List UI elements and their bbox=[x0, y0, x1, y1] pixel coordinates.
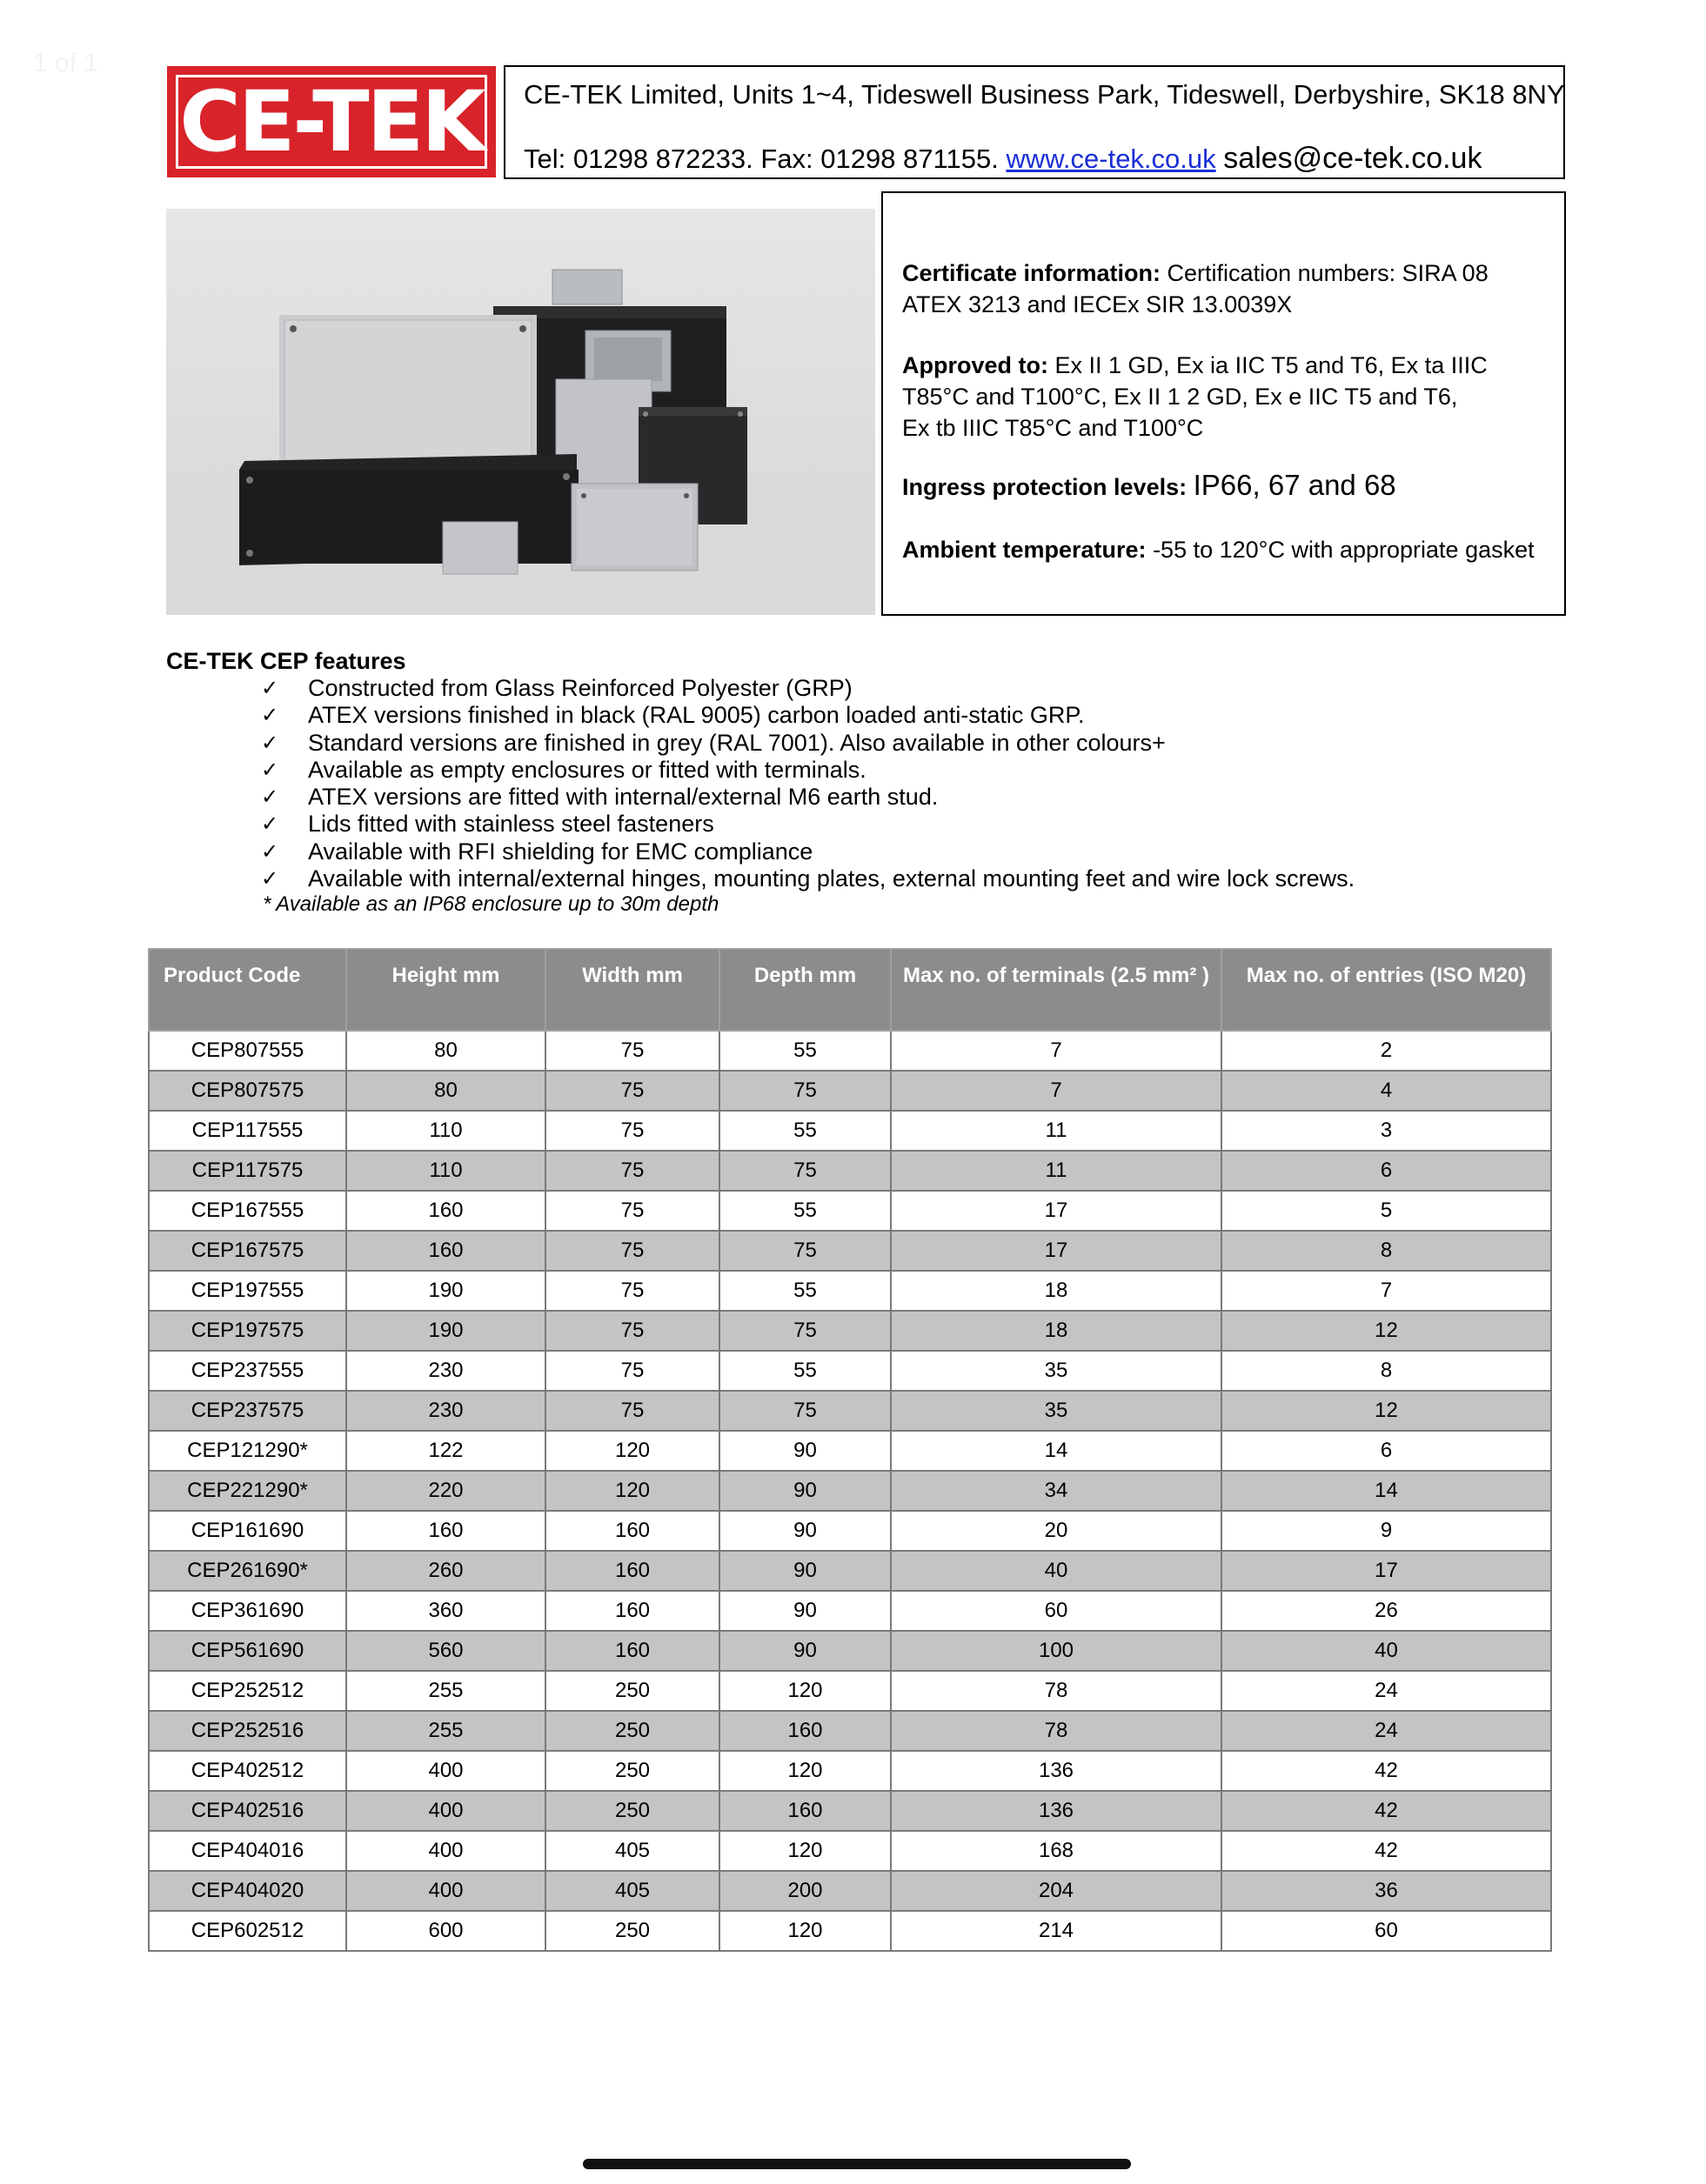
feature-item: ✓ Available as empty enclosures or fitted with terminals. bbox=[261, 756, 866, 783]
table-row bbox=[149, 1911, 1551, 1951]
table-cell: 110 bbox=[346, 1111, 545, 1151]
table-row bbox=[149, 1031, 1551, 1071]
table-row bbox=[149, 1431, 1551, 1471]
table-cell: 6 bbox=[1221, 1431, 1551, 1471]
table-row bbox=[149, 1351, 1551, 1391]
table-cell: 78 bbox=[891, 1671, 1221, 1711]
table-cell: 3 bbox=[1221, 1111, 1551, 1151]
table-cell: 75 bbox=[545, 1271, 719, 1311]
table-cell: 11 bbox=[891, 1111, 1221, 1151]
table-cell: 400 bbox=[346, 1831, 545, 1871]
approved-label: Approved to: bbox=[902, 352, 1048, 378]
table-cell: 250 bbox=[545, 1791, 719, 1831]
approval-info bbox=[902, 350, 1546, 444]
checkmark-icon: ✓ bbox=[261, 866, 279, 892]
table-row bbox=[149, 1111, 1551, 1151]
table-cell: 160 bbox=[545, 1551, 719, 1591]
table-cell: CEP402512 bbox=[149, 1751, 346, 1791]
table-row bbox=[149, 1711, 1551, 1751]
home-indicator[interactable] bbox=[583, 2159, 1131, 2169]
table-cell: 55 bbox=[719, 1031, 891, 1071]
table-cell: 136 bbox=[891, 1791, 1221, 1831]
ce-tek-logo bbox=[167, 66, 496, 177]
table-row bbox=[149, 1791, 1551, 1831]
table-row bbox=[149, 1871, 1551, 1911]
table-cell: 7 bbox=[891, 1031, 1221, 1071]
table-row bbox=[149, 1151, 1551, 1191]
table-row bbox=[149, 1631, 1551, 1671]
table-cell: 250 bbox=[545, 1711, 719, 1751]
table-row bbox=[149, 1591, 1551, 1631]
table-row bbox=[149, 1191, 1551, 1231]
table-cell: CEP404016 bbox=[149, 1831, 346, 1871]
table-cell: 160 bbox=[545, 1591, 719, 1631]
website-link[interactable]: www.ce-tek.co.uk bbox=[1006, 144, 1216, 174]
table-cell: CEP404020 bbox=[149, 1871, 346, 1911]
table-cell: 34 bbox=[891, 1471, 1221, 1511]
table-cell: 160 bbox=[346, 1511, 545, 1551]
table-cell: 75 bbox=[719, 1071, 891, 1111]
table-cell: CEP261690* bbox=[149, 1551, 346, 1591]
table-cell: 204 bbox=[891, 1871, 1221, 1911]
table-cell: CEP197555 bbox=[149, 1271, 346, 1311]
table-cell: CEP807575 bbox=[149, 1071, 346, 1111]
table-cell: 75 bbox=[719, 1391, 891, 1431]
table-cell: 40 bbox=[1221, 1631, 1551, 1671]
table-cell: 120 bbox=[719, 1831, 891, 1871]
approved-value-2: T85°C and T100°C, Ex II 1 2 GD, Ex e IIC T5 and T6, bbox=[902, 384, 1458, 410]
table-cell: 160 bbox=[719, 1791, 891, 1831]
column-header: Depth mm bbox=[719, 949, 891, 1031]
ambient-label: Ambient temperature: bbox=[902, 537, 1147, 563]
table-cell: 35 bbox=[891, 1351, 1221, 1391]
table-cell: 36 bbox=[1221, 1871, 1551, 1911]
table-row bbox=[149, 1671, 1551, 1711]
table-cell: 75 bbox=[545, 1151, 719, 1191]
table-cell: CEP121290* bbox=[149, 1431, 346, 1471]
table-cell: 14 bbox=[1221, 1471, 1551, 1511]
column-header: Width mm bbox=[545, 949, 719, 1031]
table-cell: 400 bbox=[346, 1751, 545, 1791]
table-cell: 120 bbox=[719, 1911, 891, 1951]
certificate-info bbox=[902, 257, 1546, 320]
feature-item: ✓ Constructed from Glass Reinforced Polyester (GRP) bbox=[261, 675, 853, 701]
email-address: sales@ce-tek.co.uk bbox=[1223, 142, 1482, 175]
table-cell: 75 bbox=[719, 1311, 891, 1351]
table-cell: 255 bbox=[346, 1711, 545, 1751]
cert-value-2: ATEX 3213 and IECEx SIR 13.0039X bbox=[902, 291, 1293, 317]
table-body bbox=[149, 1031, 1551, 1951]
table-row bbox=[149, 1511, 1551, 1551]
page-counter: 1 of 1 bbox=[33, 49, 99, 77]
table-cell: 60 bbox=[891, 1591, 1221, 1631]
table-cell: CEP252516 bbox=[149, 1711, 346, 1751]
logo-text: CE-TEK bbox=[179, 73, 484, 170]
checkmark-icon: ✓ bbox=[261, 676, 279, 700]
table-cell: 2 bbox=[1221, 1031, 1551, 1071]
table-cell: 40 bbox=[891, 1551, 1221, 1591]
table-cell: 6 bbox=[1221, 1151, 1551, 1191]
table-cell: 12 bbox=[1221, 1311, 1551, 1351]
table-cell: 90 bbox=[719, 1471, 891, 1511]
table-cell: CEP117555 bbox=[149, 1111, 346, 1151]
table-row bbox=[149, 1471, 1551, 1511]
approved-value-3: Ex tb IIIC T85°C and T100°C bbox=[902, 415, 1204, 441]
table-cell: 230 bbox=[346, 1391, 545, 1431]
table-row bbox=[149, 1271, 1551, 1311]
table-cell: 35 bbox=[891, 1391, 1221, 1431]
checkmark-icon: ✓ bbox=[261, 785, 279, 810]
table-row bbox=[149, 1831, 1551, 1871]
table-cell: 400 bbox=[346, 1791, 545, 1831]
table-cell: 120 bbox=[719, 1671, 891, 1711]
ingress-value: IP66, 67 and 68 bbox=[1193, 469, 1396, 501]
table-cell: CEP237575 bbox=[149, 1391, 346, 1431]
table-cell: CEP807555 bbox=[149, 1031, 346, 1071]
table-cell: 75 bbox=[545, 1191, 719, 1231]
table-cell: 200 bbox=[719, 1871, 891, 1911]
table-cell: CEP161690 bbox=[149, 1511, 346, 1551]
ambient-value: -55 to 120°C with appropriate gasket bbox=[1153, 537, 1535, 563]
table-cell: 190 bbox=[346, 1311, 545, 1351]
table-cell: 260 bbox=[346, 1551, 545, 1591]
table-row bbox=[149, 1311, 1551, 1351]
table-cell: 18 bbox=[891, 1311, 1221, 1351]
table-cell: 250 bbox=[545, 1671, 719, 1711]
table-cell: 60 bbox=[1221, 1911, 1551, 1951]
table-cell: 42 bbox=[1221, 1791, 1551, 1831]
checkmark-icon: ✓ bbox=[261, 730, 279, 755]
table-row bbox=[149, 1551, 1551, 1591]
table-cell: 120 bbox=[719, 1751, 891, 1791]
cert-value-1: Certification numbers: SIRA 08 bbox=[1167, 260, 1489, 286]
ambient-info bbox=[902, 534, 1546, 565]
company-header bbox=[504, 65, 1565, 179]
table-row bbox=[149, 1231, 1551, 1271]
features-title: CE-TEK CEP features bbox=[166, 648, 406, 674]
table-cell: 90 bbox=[719, 1431, 891, 1471]
table-cell: 17 bbox=[1221, 1551, 1551, 1591]
table-cell: CEP117575 bbox=[149, 1151, 346, 1191]
table-cell: 120 bbox=[545, 1471, 719, 1511]
feature-item: ✓ Lids fitted with stainless steel fasteners bbox=[261, 811, 714, 838]
feature-item: ✓ Available with internal/external hinges, mounting plates, external mounting feet and wire lock screws. bbox=[261, 865, 1355, 892]
table-cell: 75 bbox=[545, 1071, 719, 1111]
table-cell: 75 bbox=[719, 1231, 891, 1271]
table-cell: CEP167575 bbox=[149, 1231, 346, 1271]
table-cell: 14 bbox=[891, 1431, 1221, 1471]
table-row bbox=[149, 1071, 1551, 1111]
phone-fax: Tel: 01298 872233. Fax: 01298 871155. bbox=[524, 144, 999, 174]
table-cell: 9 bbox=[1221, 1511, 1551, 1551]
table-cell: CEP252512 bbox=[149, 1671, 346, 1711]
table-cell: 90 bbox=[719, 1591, 891, 1631]
checkmark-icon: ✓ bbox=[261, 811, 279, 837]
table-cell: 160 bbox=[545, 1511, 719, 1551]
table-cell: 250 bbox=[545, 1751, 719, 1791]
table-cell: 55 bbox=[719, 1111, 891, 1151]
table-cell: 80 bbox=[346, 1031, 545, 1071]
table-cell: 90 bbox=[719, 1551, 891, 1591]
table-cell: CEP361690 bbox=[149, 1591, 346, 1631]
company-address: CE-TEK Limited, Units 1~4, Tideswell Business Park, Tideswell, Derbyshire, SK18 8NY bbox=[524, 79, 1565, 110]
ingress-label: Ingress protection levels: bbox=[902, 474, 1188, 500]
cert-label: Certificate information: bbox=[902, 260, 1161, 286]
table-cell: 17 bbox=[891, 1231, 1221, 1271]
table-cell: 110 bbox=[346, 1151, 545, 1191]
table-cell: 75 bbox=[545, 1311, 719, 1351]
table-cell: 160 bbox=[346, 1231, 545, 1271]
company-contact bbox=[524, 142, 1482, 176]
features-footnote: * Available as an IP68 enclosure up to 30m depth bbox=[263, 892, 719, 916]
table-cell: 90 bbox=[719, 1631, 891, 1671]
table-cell: 220 bbox=[346, 1471, 545, 1511]
table-cell: 75 bbox=[545, 1231, 719, 1271]
table-cell: 20 bbox=[891, 1511, 1221, 1551]
table-cell: 255 bbox=[346, 1671, 545, 1711]
table-cell: CEP221290* bbox=[149, 1471, 346, 1511]
column-header: Product Code bbox=[149, 949, 346, 1031]
table-cell: 8 bbox=[1221, 1351, 1551, 1391]
table-cell: 168 bbox=[891, 1831, 1221, 1871]
feature-item: ✓ Available with RFI shielding for EMC compliance bbox=[261, 838, 813, 865]
ingress-info bbox=[902, 470, 1546, 503]
table-cell: CEP167555 bbox=[149, 1191, 346, 1231]
column-header: Max no. of terminals (2.5 mm² ) bbox=[891, 949, 1221, 1031]
table-cell: 7 bbox=[891, 1071, 1221, 1111]
table-cell: 90 bbox=[719, 1511, 891, 1551]
table-cell: 4 bbox=[1221, 1071, 1551, 1111]
table-cell: 160 bbox=[545, 1631, 719, 1671]
checkmark-icon: ✓ bbox=[261, 757, 279, 782]
table-cell: 160 bbox=[719, 1711, 891, 1751]
table-cell: 18 bbox=[891, 1271, 1221, 1311]
table-cell: 8 bbox=[1221, 1231, 1551, 1271]
table-cell: 136 bbox=[891, 1751, 1221, 1791]
column-header: Height mm bbox=[346, 949, 545, 1031]
table-cell: 55 bbox=[719, 1271, 891, 1311]
table-cell: CEP602512 bbox=[149, 1911, 346, 1951]
table-cell: 160 bbox=[346, 1191, 545, 1231]
table-cell: CEP197575 bbox=[149, 1311, 346, 1351]
table-cell: 75 bbox=[545, 1111, 719, 1151]
table-cell: 405 bbox=[545, 1871, 719, 1911]
checkmark-icon: ✓ bbox=[261, 703, 279, 728]
table-cell: 80 bbox=[346, 1071, 545, 1111]
feature-item: ✓ ATEX versions finished in black (RAL 9005) carbon loaded anti-static GRP. bbox=[261, 702, 1085, 729]
table-cell: 78 bbox=[891, 1711, 1221, 1751]
feature-item: ✓ ATEX versions are fitted with internal/external M6 earth stud. bbox=[261, 784, 939, 811]
table-cell: 400 bbox=[346, 1871, 545, 1911]
table-cell: CEP561690 bbox=[149, 1631, 346, 1671]
table-cell: 250 bbox=[545, 1911, 719, 1951]
table-cell: 214 bbox=[891, 1911, 1221, 1951]
table-cell: 360 bbox=[346, 1591, 545, 1631]
table-cell: 100 bbox=[891, 1631, 1221, 1671]
table-cell: 75 bbox=[545, 1031, 719, 1071]
table-cell: 7 bbox=[1221, 1271, 1551, 1311]
table-cell: 230 bbox=[346, 1351, 545, 1391]
table-cell: 190 bbox=[346, 1271, 545, 1311]
table-cell: 75 bbox=[545, 1351, 719, 1391]
table-cell: 5 bbox=[1221, 1191, 1551, 1231]
table-cell: 42 bbox=[1221, 1831, 1551, 1871]
table-cell: 405 bbox=[545, 1831, 719, 1871]
table-cell: 75 bbox=[719, 1151, 891, 1191]
table-cell: 560 bbox=[346, 1631, 545, 1671]
table-cell: 600 bbox=[346, 1911, 545, 1951]
table-cell: 12 bbox=[1221, 1391, 1551, 1431]
table-cell: 55 bbox=[719, 1351, 891, 1391]
table-header-row bbox=[149, 949, 1551, 1031]
certificate-info-box bbox=[881, 191, 1566, 616]
table-cell: CEP237555 bbox=[149, 1351, 346, 1391]
product-spec-table bbox=[148, 948, 1552, 1952]
approved-value-1: Ex II 1 GD, Ex ia IIC T5 and T6, Ex ta IIIC bbox=[1054, 352, 1488, 378]
column-header: Max no. of entries (ISO M20) bbox=[1221, 949, 1551, 1031]
features-list bbox=[261, 675, 1355, 892]
table-cell: 75 bbox=[545, 1391, 719, 1431]
table-cell: 24 bbox=[1221, 1711, 1551, 1751]
table-row bbox=[149, 1391, 1551, 1431]
table-cell: 55 bbox=[719, 1191, 891, 1231]
table-cell: 120 bbox=[545, 1431, 719, 1471]
table-cell: 17 bbox=[891, 1191, 1221, 1231]
table-cell: 122 bbox=[346, 1431, 545, 1471]
feature-item: ✓ Standard versions are finished in grey (RAL 7001). Also available in other colours+ bbox=[261, 729, 1166, 756]
checkmark-icon: ✓ bbox=[261, 838, 279, 864]
table-cell: 26 bbox=[1221, 1591, 1551, 1631]
table-cell: 24 bbox=[1221, 1671, 1551, 1711]
table-cell: 42 bbox=[1221, 1751, 1551, 1791]
enclosures-photo bbox=[166, 209, 875, 615]
table-cell: CEP402516 bbox=[149, 1791, 346, 1831]
table-cell: 11 bbox=[891, 1151, 1221, 1191]
table-row bbox=[149, 1751, 1551, 1791]
